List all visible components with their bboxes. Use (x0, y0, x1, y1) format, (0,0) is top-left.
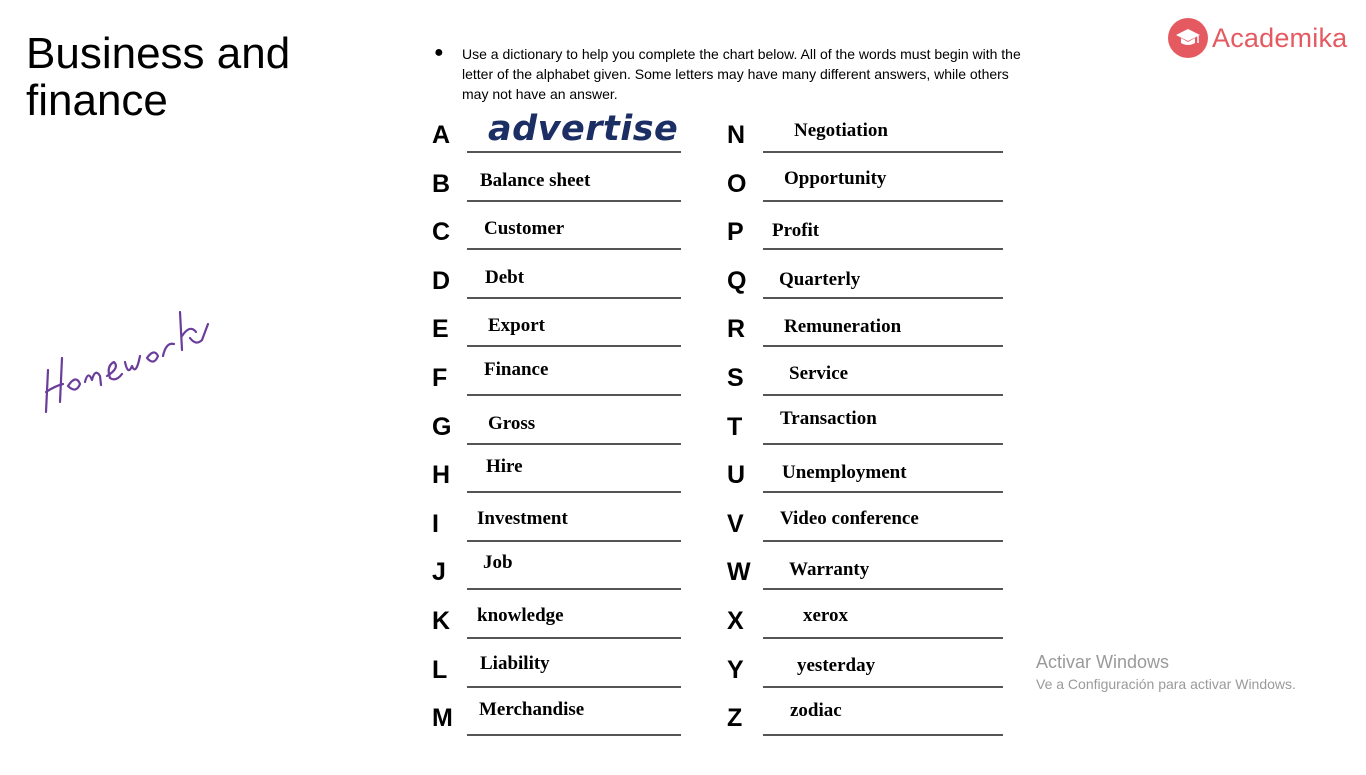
letter: Y (727, 655, 744, 684)
academika-logo (1168, 16, 1347, 60)
answer: zodiac (790, 700, 842, 722)
answer-line (467, 637, 681, 639)
letter: C (432, 218, 451, 247)
answer-line (763, 151, 1003, 153)
answer-line (467, 491, 681, 493)
answer: Balance sheet (480, 169, 591, 191)
page-title: Business and finance (26, 29, 291, 125)
instructions-text: Use a dictionary to help you complete the chart below. All of the words must begin with the letter of the alphabet given. Some letters may have many different answers, while others may not have an answer. (462, 46, 1021, 102)
answer-line (763, 588, 1003, 590)
answer: Liability (480, 652, 550, 674)
letter: O (727, 169, 747, 198)
answer-line (763, 200, 1003, 202)
letter: D (432, 266, 451, 295)
letter: H (432, 461, 451, 490)
answer: Service (789, 362, 849, 384)
letter: I (432, 509, 439, 538)
letter: F (432, 363, 448, 392)
letter: A (432, 121, 451, 149)
letter: K (432, 606, 451, 635)
graduation-cap-icon (1168, 18, 1208, 58)
answer: yesterday (797, 654, 876, 676)
letter: B (432, 169, 451, 198)
answer-line (763, 345, 1003, 347)
answer-line (763, 734, 1003, 736)
answer: Hire (486, 456, 523, 478)
letter: Q (727, 266, 747, 295)
answer-line (763, 248, 1003, 250)
answer-line (763, 686, 1003, 688)
answer: Warranty (789, 559, 870, 581)
letter: X (727, 606, 744, 635)
answer-line (467, 394, 681, 396)
answer-line (763, 540, 1003, 542)
answer: Investment (477, 507, 568, 529)
answer: Quarterly (779, 268, 861, 290)
answer: Transaction (780, 407, 877, 429)
answer: advertise (488, 109, 679, 149)
answer-line (467, 686, 681, 688)
answer-line (763, 297, 1003, 299)
letter: U (727, 461, 746, 490)
logo-text: Academika (1212, 22, 1348, 53)
instructions (434, 44, 1034, 104)
letter: J (432, 558, 446, 587)
answer: Customer (484, 218, 565, 240)
answer-line (467, 248, 681, 250)
answer: Job (483, 552, 513, 574)
answer-line (763, 443, 1003, 445)
answer-line (467, 540, 681, 542)
answer-line (467, 734, 681, 736)
letter: L (432, 655, 448, 684)
answer: Debt (485, 266, 525, 288)
watermark-subtitle: Ve a Configuración para activar Windows. (1036, 676, 1296, 692)
letter: G (432, 412, 452, 441)
answer: Negotiation (794, 120, 888, 141)
letter: W (727, 558, 751, 587)
letter: Z (727, 704, 743, 733)
answer-line (467, 151, 681, 153)
homework-handwritten-note (30, 290, 230, 430)
bullet-icon: ● (434, 44, 444, 61)
answer-line (467, 297, 681, 299)
answer-line (467, 588, 681, 590)
answer-line (763, 394, 1003, 396)
letter: P (727, 218, 744, 247)
letter: E (432, 315, 449, 344)
windows-activation-watermark (1036, 650, 1296, 694)
watermark-title: Activar Windows (1036, 652, 1170, 672)
answer-line (763, 491, 1003, 493)
answer-line (467, 345, 681, 347)
answer: Gross (488, 412, 536, 434)
answer: xerox (803, 604, 849, 626)
answer: knowledge (477, 604, 564, 626)
answer: Profit (772, 220, 820, 242)
answer: Remuneration (784, 316, 902, 338)
answer: Video conference (780, 507, 919, 529)
answer-line (467, 200, 681, 202)
answer-line (467, 443, 681, 445)
answer: Merchandise (479, 699, 585, 721)
letter: R (727, 315, 746, 344)
answer: Opportunity (784, 167, 887, 189)
answer-line (763, 637, 1003, 639)
letter: N (727, 121, 746, 149)
letter: S (727, 363, 744, 392)
answer: Finance (484, 358, 549, 380)
letter: M (432, 704, 453, 733)
answer: Export (488, 315, 545, 337)
letter: V (727, 509, 744, 538)
letter: T (727, 412, 743, 441)
answer: Unemployment (782, 462, 907, 484)
